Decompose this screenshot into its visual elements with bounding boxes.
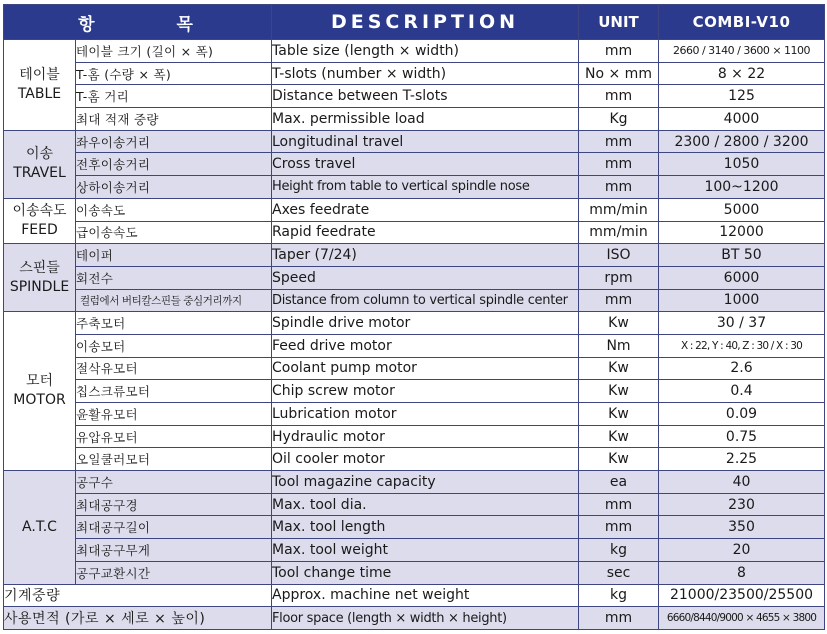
spec-row (4, 493, 825, 516)
item-value: 2300 / 2800 / 3200 (659, 130, 825, 153)
header-description: DESCRIPTION (272, 5, 579, 40)
spec-row (4, 85, 825, 108)
item-ko: 최대 적재 중량 (76, 108, 272, 131)
spec-table (3, 4, 825, 630)
spec-row (4, 108, 825, 131)
spec-row (4, 357, 825, 380)
item-ko: T-홈 거리 (76, 85, 272, 108)
item-ko: 이송모터 (76, 334, 272, 357)
header-item (4, 5, 272, 40)
item-desc: Spindle drive motor (272, 312, 579, 335)
header-item-1: 항 (78, 14, 99, 35)
item-desc: Axes feedrate (272, 198, 579, 221)
header-item-2: 목 (176, 14, 197, 35)
item-desc: Cross travel (272, 153, 579, 176)
group-en: SPINDLE (9, 278, 70, 295)
item-ko: 최대공구경 (76, 493, 272, 516)
item-unit: mm (579, 176, 659, 199)
spec-row (4, 198, 825, 221)
spec-row (4, 244, 825, 267)
weight-value: 21000/23500/25500 (659, 584, 825, 607)
item-unit: kg (579, 539, 659, 562)
spec-row (4, 448, 825, 471)
item-unit: sec (579, 561, 659, 584)
item-ko: 유압유모터 (76, 425, 272, 448)
item-ko: T-홈 (수량 × 폭) (76, 62, 272, 85)
item-unit: Kw (579, 357, 659, 380)
item-unit: mm (579, 40, 659, 63)
item-unit: mm/min (579, 198, 659, 221)
item-ko: 윤활유모터 (76, 403, 272, 426)
item-desc: Height from table to vertical spindle nose (272, 176, 579, 199)
item-desc: Longitudinal travel (272, 130, 579, 153)
item-desc: Chip screw motor (272, 380, 579, 403)
item-ko: 급이송속도 (76, 221, 272, 244)
item-unit: mm/min (579, 221, 659, 244)
spec-row (4, 176, 825, 199)
item-ko: 최대공구무게 (76, 539, 272, 562)
item-desc: Rapid feedrate (272, 221, 579, 244)
spec-row (4, 289, 825, 312)
item-unit: Kg (579, 108, 659, 131)
floor-space-value: 6660/8440/9000 × 4655 × 3800 (659, 607, 825, 630)
item-desc: T-slots (number × width) (272, 62, 579, 85)
item-unit: ISO (579, 244, 659, 267)
item-desc: Max. tool dia. (272, 493, 579, 516)
item-value: 20 (659, 539, 825, 562)
group-ko: 이송속도 (12, 203, 67, 219)
item-unit: ea (579, 471, 659, 494)
spec-row (4, 312, 825, 335)
item-ko: 주축모터 (76, 312, 272, 335)
item-ko: 최대공구길이 (76, 516, 272, 539)
group-atc (4, 471, 76, 584)
item-ko: 컬럼에서 버티칼스핀들 중심거리까지 (76, 289, 272, 312)
item-value: 8 × 22 (659, 62, 825, 85)
item-desc: Tool change time (272, 561, 579, 584)
item-ko: 오일쿨러모터 (76, 448, 272, 471)
item-value: X : 22, Y : 40, Z : 30 / X : 30 (659, 334, 825, 357)
item-desc: Distance between T-slots (272, 85, 579, 108)
item-desc: Max. permissible load (272, 108, 579, 131)
spec-row (4, 62, 825, 85)
group-ko: 스핀들 (19, 259, 60, 276)
item-unit: mm (579, 516, 659, 539)
item-value: 0.09 (659, 403, 825, 426)
item-desc: Speed (272, 266, 579, 289)
item-value: 5000 (659, 198, 825, 221)
item-unit: Kw (579, 448, 659, 471)
header-unit: UNIT (579, 5, 659, 40)
spec-row (4, 561, 825, 584)
spec-row (4, 130, 825, 153)
floor-space-unit: mm (579, 607, 659, 630)
spec-row (4, 266, 825, 289)
item-value: 4000 (659, 108, 825, 131)
item-value: 2.6 (659, 357, 825, 380)
item-unit: mm (579, 289, 659, 312)
item-value: 2660 / 3140 / 3600 × 1100 (659, 40, 825, 63)
item-desc: Feed drive motor (272, 334, 579, 357)
item-value: 8 (659, 561, 825, 584)
floor-space-desc: Floor space (length × width × height) (272, 607, 579, 630)
item-unit: rpm (579, 266, 659, 289)
item-value: 6000 (659, 266, 825, 289)
item-value: 1000 (659, 289, 825, 312)
item-ko: 상하이송거리 (76, 176, 272, 199)
item-unit: mm (579, 85, 659, 108)
item-desc: Max. tool weight (272, 539, 579, 562)
item-ko: 좌우이송거리 (76, 130, 272, 153)
group-en: TRAVEL (13, 165, 66, 182)
item-value: 125 (659, 85, 825, 108)
item-ko: 테이블 크기 (길이 × 폭) (76, 40, 272, 63)
item-desc: Oil cooler motor (272, 448, 579, 471)
group-travel (4, 130, 76, 198)
group-spindle (4, 244, 76, 312)
weight-label: 기계중량 (4, 584, 272, 607)
header-row (4, 5, 825, 40)
group-ko: 모터 (25, 373, 54, 390)
spec-row (4, 221, 825, 244)
item-unit: mm (579, 130, 659, 153)
spec-row (4, 40, 825, 63)
item-value: 12000 (659, 221, 825, 244)
spec-row (4, 403, 825, 426)
item-unit: No × mm (579, 62, 659, 85)
spec-row (4, 516, 825, 539)
item-ko: 테이퍼 (76, 244, 272, 267)
item-ko: 회전수 (76, 266, 272, 289)
item-desc: Table size (length × width) (272, 40, 579, 63)
item-desc: Max. tool length (272, 516, 579, 539)
item-unit: mm (579, 493, 659, 516)
item-unit: Kw (579, 403, 659, 426)
spec-row (4, 471, 825, 494)
item-value: 0.75 (659, 425, 825, 448)
item-value: 2.25 (659, 448, 825, 471)
item-ko: 전후이송거리 (76, 153, 272, 176)
spec-row-floor-space (4, 607, 825, 630)
spec-row (4, 380, 825, 403)
group-en: MOTOR (13, 392, 66, 409)
group-motor (4, 312, 76, 471)
item-desc: Lubrication motor (272, 403, 579, 426)
item-desc: Coolant pump motor (272, 357, 579, 380)
group-ko: 테이블 (19, 66, 60, 83)
item-unit: mm (579, 153, 659, 176)
item-ko: 절삭유모터 (76, 357, 272, 380)
group-ko: 이송 (25, 146, 54, 163)
group-feed (4, 198, 76, 243)
floor-space-label: 사용면적 (가로 × 세로 × 높이) (4, 607, 272, 630)
group-en: TABLE (17, 85, 62, 102)
item-value: 0.4 (659, 380, 825, 403)
spec-row (4, 539, 825, 562)
item-value: 350 (659, 516, 825, 539)
header-model: COMBI-V10 (659, 5, 825, 40)
weight-desc: Approx. machine net weight (272, 584, 579, 607)
group-table (4, 40, 76, 131)
spec-row (4, 153, 825, 176)
item-unit: Kw (579, 312, 659, 335)
item-value: 230 (659, 493, 825, 516)
item-unit: Nm (579, 334, 659, 357)
item-value: 100~1200 (659, 176, 825, 199)
item-desc: Taper (7/24) (272, 244, 579, 267)
group-en: FEED (21, 222, 58, 238)
item-ko: 이송속도 (76, 198, 272, 221)
item-value: BT 50 (659, 244, 825, 267)
item-ko: 칩스크류모터 (76, 380, 272, 403)
item-unit: Kw (579, 425, 659, 448)
weight-unit: kg (579, 584, 659, 607)
item-value: 40 (659, 471, 825, 494)
item-value: 1050 (659, 153, 825, 176)
spec-row-weight (4, 584, 825, 607)
group-en: A.T.C (22, 518, 57, 535)
item-unit: Kw (579, 380, 659, 403)
item-ko: 공구수 (76, 471, 272, 494)
item-desc: Hydraulic motor (272, 425, 579, 448)
item-value: 30 / 37 (659, 312, 825, 335)
item-desc: Tool magazine capacity (272, 471, 579, 494)
item-desc: Distance from column to vertical spindle center (272, 289, 579, 312)
spec-row (4, 425, 825, 448)
spec-row (4, 334, 825, 357)
item-ko: 공구교환시간 (76, 561, 272, 584)
